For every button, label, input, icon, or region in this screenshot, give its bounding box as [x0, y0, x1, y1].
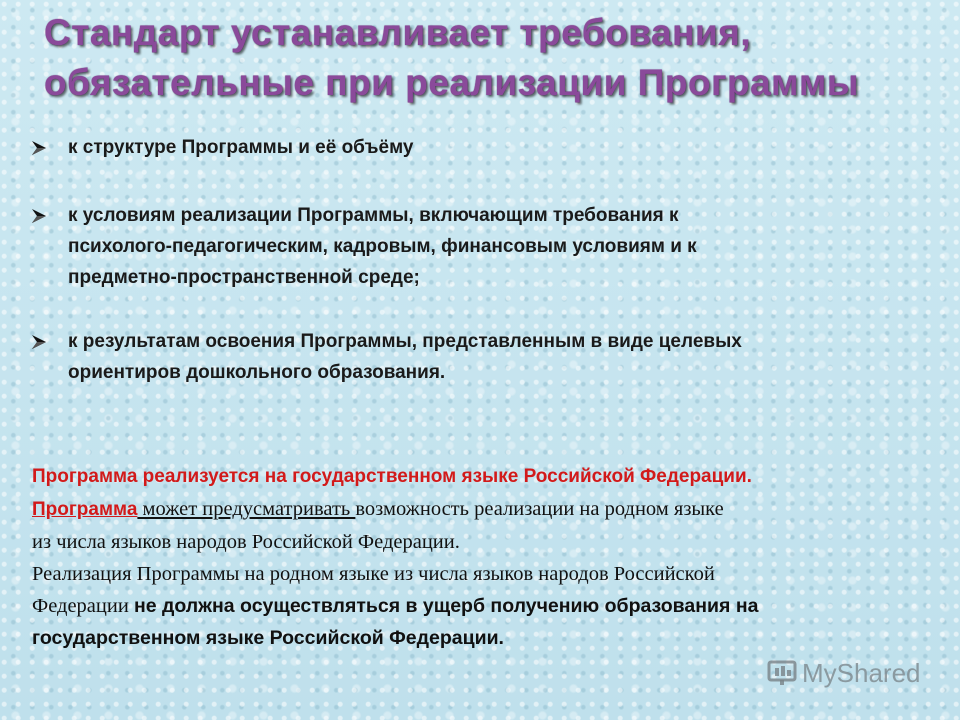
- slide-title-line-1: Стандарт устанавливает требования,: [44, 12, 752, 53]
- watermark-text: MyShared: [802, 657, 921, 688]
- federation-text: Федерации: [32, 595, 134, 617]
- language-paragraph: [32, 460, 942, 654]
- state-language-closing: государственном языке Российской Федерации.: [32, 627, 504, 649]
- list-item-text: к условиям реализации Программы, включающим требования к: [68, 205, 679, 226]
- arrow-bullet-icon: [30, 139, 48, 157]
- myshared-logo-icon: [766, 658, 798, 688]
- peoples-languages-text: из числа языков народов Российской Федерации.: [32, 531, 460, 553]
- list-item-text: психолого-педагогическим, кадровым, финансовым условиям и к: [68, 236, 697, 257]
- arrow-bullet-icon: [30, 333, 48, 351]
- list-item-text: ориентиров дошкольного образования.: [68, 362, 446, 383]
- slide-title-line-2: обязательные при реализации Программы: [44, 62, 859, 103]
- arrow-bullet-icon: [30, 207, 48, 225]
- program-word: Программа: [32, 499, 138, 520]
- list-item-text: к структуре Программы и её объёму: [68, 137, 414, 158]
- native-language-text: возможность реализации на родном языке: [355, 498, 724, 520]
- no-detriment-text: не должна осуществляться в ущерб получению образования на: [133, 595, 759, 617]
- slide-title: [44, 8, 944, 108]
- list-item-text: к результатам освоения Программы, представленным в виде целевых: [68, 331, 742, 352]
- state-language-statement: Программа реализуется на государственном языке Российской Федерации.: [32, 466, 752, 487]
- may-provide-text: может предусматривать: [137, 498, 356, 520]
- list-item-text: предметно-пространственной среде;: [68, 267, 420, 288]
- watermark: [766, 656, 921, 690]
- implementation-text: Реализация Программы на родном языке из числа языков народов Российской: [32, 563, 715, 585]
